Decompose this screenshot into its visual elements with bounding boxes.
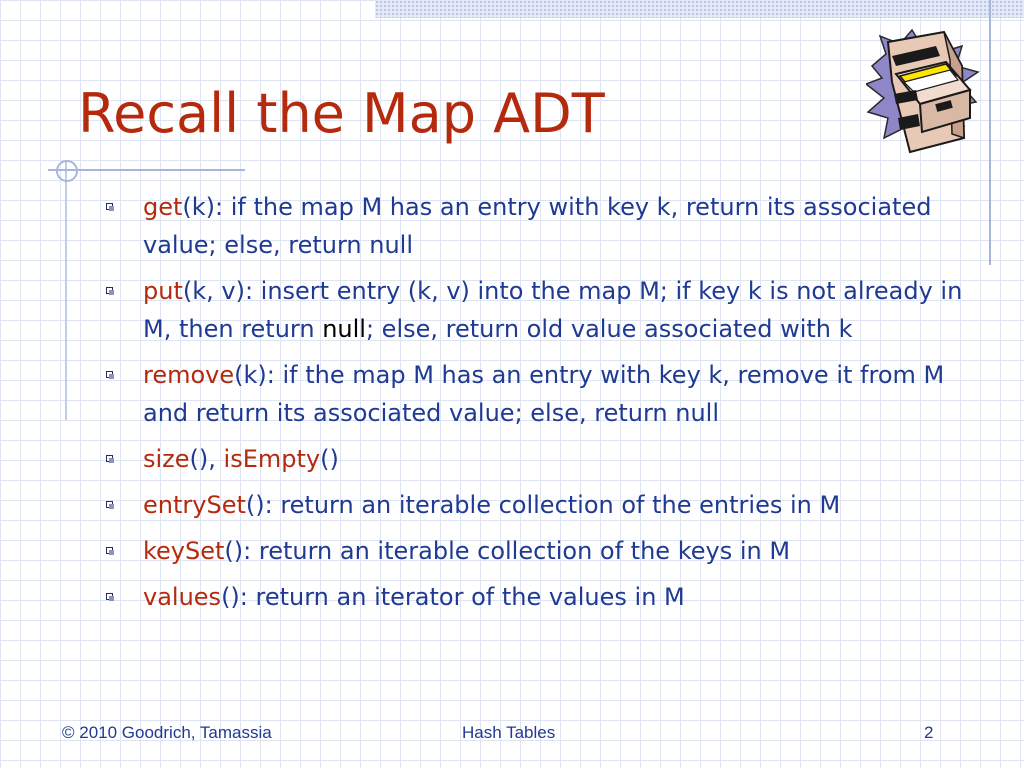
right-decorative-line	[989, 0, 991, 265]
null-keyword: null	[322, 315, 366, 343]
square-bullet-icon	[106, 455, 113, 462]
square-bullet-icon	[106, 501, 113, 508]
bullet-text: (k): if the map M has an entry with key k, return its associated value; else, return null	[143, 193, 932, 259]
left-decorative-line	[65, 160, 67, 420]
circle-ornament	[56, 160, 78, 182]
square-bullet-icon	[106, 593, 113, 600]
method-get: get	[143, 193, 183, 221]
file-cabinet-icon	[866, 26, 982, 154]
bullet-text: (): return an iterable collection of the entries in M	[245, 491, 841, 519]
method-isempty: isEmpty	[223, 445, 321, 473]
bullet-entryset	[100, 486, 970, 524]
bullet-text: (k): if the map M has an entry with key k, remove it from M and return its associated value; else, return null	[143, 361, 945, 427]
method-remove: remove	[143, 361, 235, 389]
bullet-put	[100, 272, 970, 348]
method-size: size	[143, 445, 190, 473]
bullet-get	[100, 188, 970, 264]
bullet-text: (): return an iterator of the values in M	[221, 583, 685, 611]
square-bullet-icon	[106, 287, 113, 294]
square-bullet-icon	[106, 203, 113, 210]
footer-topic: Hash Tables	[462, 723, 556, 742]
slide-title: Recall the Map ADT	[78, 82, 605, 145]
bullet-text: (): return an iterable collection of the keys in M	[224, 537, 791, 565]
bullet-text: (k, v): insert entry (k, v) into the map M; if key k is not already in M, then return	[143, 277, 963, 343]
bullet-text: (),	[189, 445, 224, 473]
top-decorative-band	[375, 0, 1024, 18]
square-bullet-icon	[106, 371, 113, 378]
bullet-values	[100, 578, 970, 616]
square-bullet-icon	[106, 547, 113, 554]
bullet-keyset	[100, 532, 970, 570]
bullet-text: ()	[320, 445, 339, 473]
method-put: put	[143, 277, 183, 305]
bullet-remove	[100, 356, 970, 432]
bullet-text: ; else, return old value associated with k	[365, 315, 853, 343]
method-keyset: keySet	[143, 537, 225, 565]
bullet-list	[100, 188, 970, 624]
footer-copyright: © 2010 Goodrich, Tamassia	[62, 723, 272, 742]
bullet-size-isempty	[100, 440, 970, 478]
method-values: values	[143, 583, 222, 611]
footer-page-number: 2	[924, 723, 934, 742]
method-entryset: entrySet	[143, 491, 246, 519]
